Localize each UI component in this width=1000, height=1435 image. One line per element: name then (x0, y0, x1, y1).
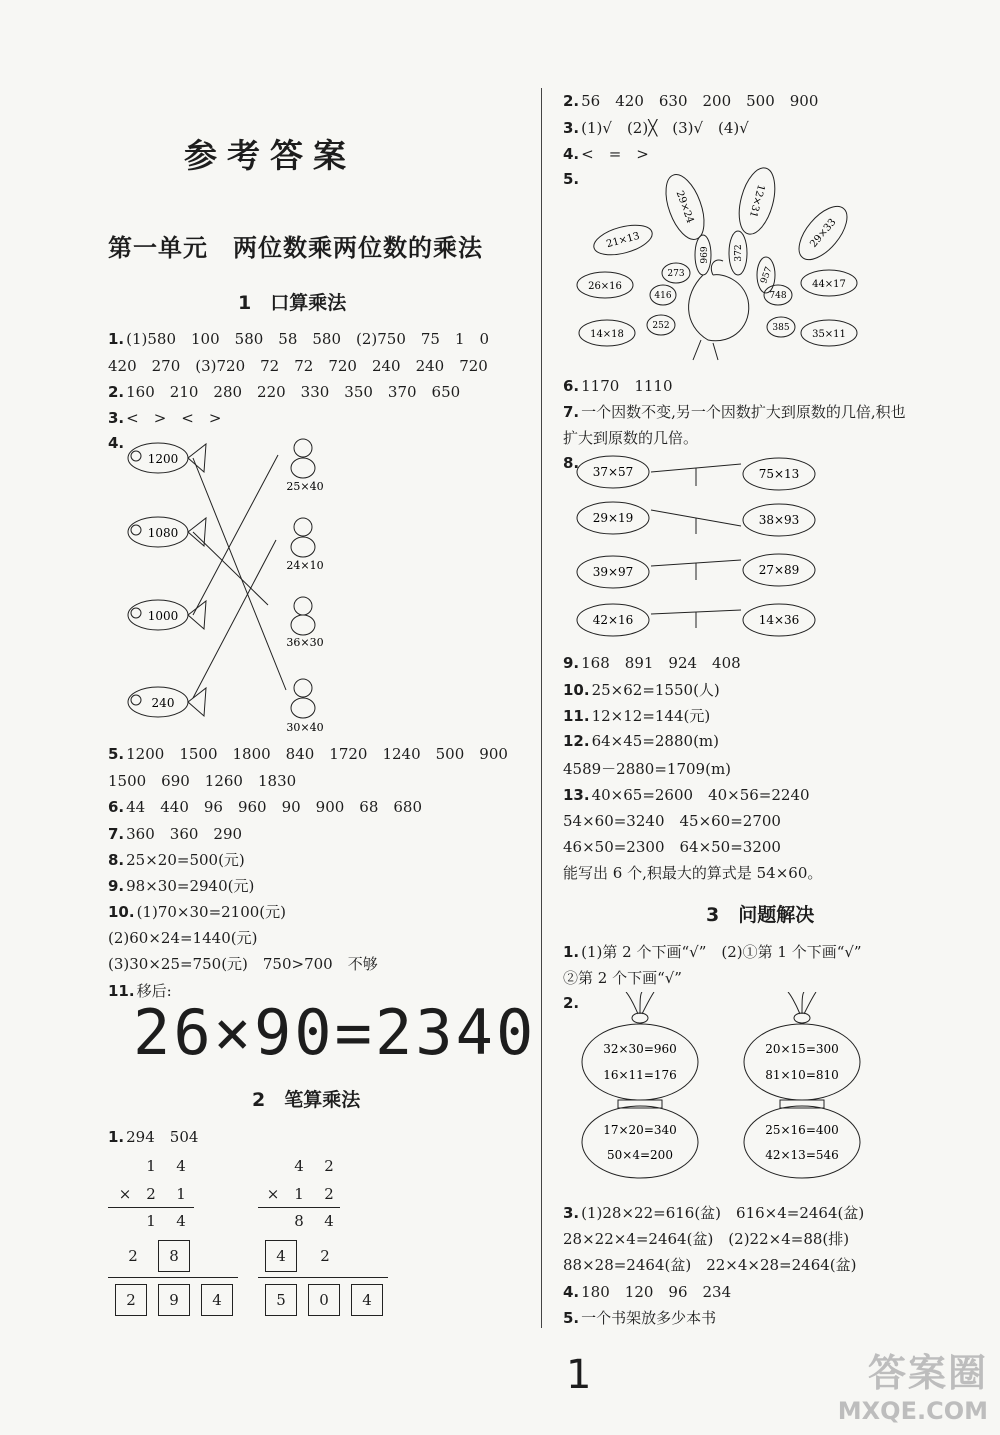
answer-r13-line-3: 46×50=2300 64×50=3200 (563, 838, 781, 856)
fish-value-1: 1200 (147, 452, 179, 466)
cloud-right-1: 75×13 (758, 467, 800, 481)
written-answer-1: 1. 294 504 (108, 1128, 199, 1146)
answer-r13-line-1: 13. 40×65=2600 40×56=2240 (563, 786, 810, 804)
feather-label-2: 12×31 (746, 183, 767, 219)
page-title: 参考答案 (184, 136, 356, 175)
answer-r11: 11. 12×12=144(元) (563, 707, 711, 725)
answer-11: 11. 移后: (108, 982, 172, 1000)
balance-comparison-diagram (575, 452, 830, 647)
peacock-diagram (573, 165, 873, 365)
answer-10-line-1: 10. (1)70×30=2100(元) (108, 903, 287, 921)
vase-1-lower-1: 17×20=340 (603, 1123, 677, 1137)
section-heading-3: 3 问题解决 (706, 904, 815, 926)
cat-30x40 (286, 679, 323, 734)
fish-1000 (128, 600, 206, 630)
answer-r13-line-2: 54×60=3240 45×60=2700 (563, 812, 781, 830)
problem-3-line-3: 88×28=2464(盆) 22×4×28=2464(盆) (563, 1256, 857, 1274)
fish-value-3: 1000 (147, 609, 179, 623)
feather-label-6: 44×17 (812, 279, 846, 290)
answer-r9: 9. 168 891 924 408 (563, 654, 741, 672)
answer-7: 7. 360 360 290 (108, 825, 243, 843)
fish-value-2: 1080 (147, 526, 179, 540)
unit-title: 第一单元 两位数乘两位数的乘法 (108, 233, 483, 262)
problem-4: 4. 180 120 96 234 (563, 1283, 732, 1301)
answer-r6: 6. 1170 1110 (563, 377, 673, 395)
cloud-right-3: 27×89 (758, 563, 800, 577)
cloud-left-2: 29×19 (592, 511, 634, 525)
body-value-6: 748 (769, 291, 787, 301)
fish-value-4: 240 (151, 696, 175, 710)
answer-r12-line-1: 12. 64×45=2880(m) (563, 732, 719, 750)
answer-r3: 3. (1)√ (2)╳ (3)√ (4)√ (563, 119, 749, 137)
answer-8: 8. 25×20=500(元) (108, 851, 245, 869)
answer-r2: 2. 56 420 630 200 500 900 (563, 92, 819, 110)
answer-r10: 10. 25×62=1550(人) (563, 681, 720, 699)
cloud-left-1: 37×57 (592, 465, 634, 479)
body-value-1: 696 (697, 246, 707, 264)
feather-label-7: 14×18 (590, 329, 624, 340)
feather-label-5: 26×16 (588, 281, 622, 292)
fish-240 (128, 687, 206, 717)
match-lines (193, 455, 286, 698)
problem-3-line-1: 3. (1)28×22=616(盆) 616×4=2464(盆) (563, 1204, 865, 1222)
cat-24x10 (286, 518, 323, 572)
body-value-7: 252 (652, 321, 670, 331)
answer-6: 6. 44 440 96 960 90 900 68 680 (108, 798, 423, 816)
fish-1200 (128, 443, 206, 473)
problem-1-line-2: ②第 2 个下画“√” (563, 969, 682, 987)
answer-2: 2. 160 210 280 220 330 350 370 650 (108, 383, 461, 401)
feather-label-4: 29×33 (808, 216, 839, 250)
answer-10-line-3: (3)30×25=750(元) 750>700 不够 (108, 955, 378, 973)
vase-1-upper-2: 16×11=176 (603, 1068, 677, 1082)
problem-1-line-1: 1. (1)第 2 个下画“√” (2)①第 1 个下画“√” (563, 943, 862, 961)
vase-diagram (578, 992, 868, 1192)
cloud-right-2: 38×93 (758, 513, 800, 527)
body-value-2: 372 (734, 244, 744, 262)
answer-10-line-2: (2)60×24=1440(元) (108, 929, 258, 947)
fish-cat-matching-diagram (118, 430, 348, 740)
vase-2-lower-2: 42×13=546 (765, 1148, 839, 1162)
answer-5-line-2: 1500 690 1260 1830 (108, 772, 297, 790)
body-value-8: 385 (772, 323, 790, 333)
cloud-left-4: 42×16 (592, 613, 634, 627)
cloud-left-3: 39×97 (592, 565, 634, 579)
cat-label-3: 36×30 (286, 636, 324, 649)
problem-3-line-2: 28×22×4=2464(盆) (2)22×4=88(排) (563, 1230, 850, 1248)
problem-5: 5. 一个书架放多少本书 (563, 1309, 717, 1327)
body-value-5: 416 (654, 291, 672, 301)
answer-1-line-1: 1. (1)580 100 580 58 580 (2)750 75 1 0 (108, 330, 490, 348)
page-number: 1 (566, 1352, 592, 1398)
vase-1-upper-1: 32×30=960 (603, 1042, 677, 1056)
answer-3: 3. < > < > (108, 409, 222, 427)
feather-label-1: 29×24 (673, 189, 696, 225)
column-divider (541, 88, 542, 1328)
answer-r7-line-1: 7. 一个因数不变,另一个因数扩大到原数的几倍,积也 (563, 403, 906, 421)
answer-r5-label: 5. (563, 170, 580, 188)
cat-36x30 (286, 597, 323, 649)
feather-label-8: 35×11 (812, 329, 846, 340)
problem-2-label: 2. (563, 994, 580, 1012)
matchstick-equation: 26×90=2340 (133, 996, 537, 1069)
watermark-url: MXQE.COM (837, 1397, 988, 1425)
fish-1080 (128, 517, 206, 547)
cat-label-4: 30×40 (286, 721, 324, 734)
cat-label-1: 25×40 (286, 480, 324, 493)
body-value-3: 273 (667, 269, 685, 279)
section-heading-2: 2 笔算乘法 (252, 1089, 361, 1111)
section-heading-1: 1 口算乘法 (238, 292, 347, 314)
answer-r13-line-4: 能写出 6 个,积最大的算式是 54×60。 (563, 864, 823, 882)
vase-2-lower-1: 25×16=400 (765, 1123, 839, 1137)
watermark (838, 1342, 988, 1425)
answer-5-line-1: 5. 1200 1500 1800 840 1720 1240 500 900 (108, 745, 508, 763)
answer-r8-label: 8. (563, 454, 580, 472)
watermark-logo: 答案圈 (867, 1351, 988, 1395)
feather-label-3: 21×13 (605, 230, 641, 251)
answer-r12-line-2: 4589－2880=1709(m) (563, 760, 732, 778)
cat-25x40 (286, 439, 323, 493)
cat-label-2: 24×10 (286, 559, 324, 572)
answer-r7-line-2: 扩大到原数的几倍。 (563, 429, 699, 447)
vase-2-upper-2: 81×10=810 (765, 1068, 839, 1082)
answer-1-line-2: 420 270 (3)720 72 72 720 240 240 720 (108, 357, 488, 375)
cloud-right-4: 14×36 (758, 613, 800, 627)
body-value-4: 957 (759, 265, 775, 286)
vase-1-lower-2: 50×4=200 (607, 1148, 673, 1162)
vase-2-upper-1: 20×15=300 (765, 1042, 839, 1056)
answer-4-label: 4. (108, 434, 125, 452)
answer-r4: 4. < = > (563, 145, 649, 163)
answer-9: 9. 98×30=2940(元) (108, 877, 255, 895)
